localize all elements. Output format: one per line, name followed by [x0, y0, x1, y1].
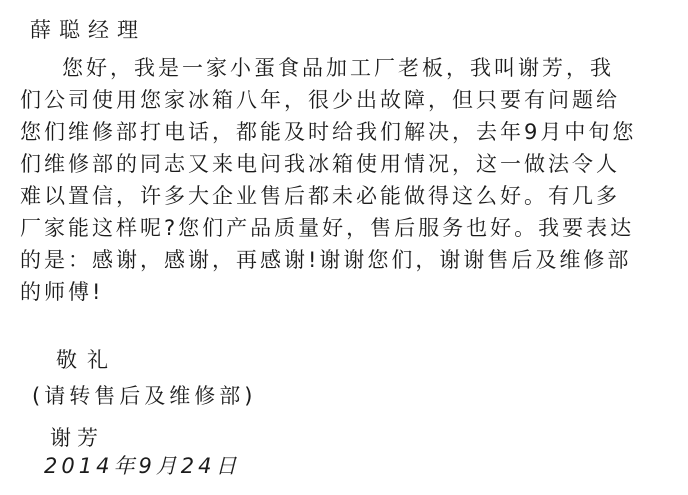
letter-line-1: 您好，我是一家小蛋食品加工厂老板，我叫谢芳，我	[62, 56, 614, 80]
letter-line-5: 难以置信，许多大企业售后都未必能做得这么好。有几多	[20, 184, 620, 208]
letter-salutation: 薛聪经理	[30, 18, 146, 42]
letter-line-4: 们维修部的同志又来电问我冰箱使用情况，这一做法令人	[20, 152, 620, 176]
letter-line-6: 厂家能这样呢?您们产品质量好，售后服务也好。我要表达	[20, 216, 635, 240]
letter-line-7: 的是：感谢，感谢，再感谢!谢谢您们，谢谢售后及维修部	[20, 248, 632, 272]
closing-salute: 敬礼	[56, 348, 118, 372]
date-line: 2014年9月24日	[44, 454, 241, 478]
letter-line-3: 您们维修部打电话，都能及时给我们解决，去年9月中旬您	[20, 120, 637, 144]
letter-line-2: 们公司使用您家冰箱八年，很少出故障，但只要有问题给	[20, 88, 620, 112]
forward-note: (请转售后及维修部)	[32, 384, 257, 408]
signature: 谢芳	[50, 426, 104, 450]
letter-body	[20, 52, 636, 308]
letter-line-8: 的师傅!	[20, 280, 104, 304]
